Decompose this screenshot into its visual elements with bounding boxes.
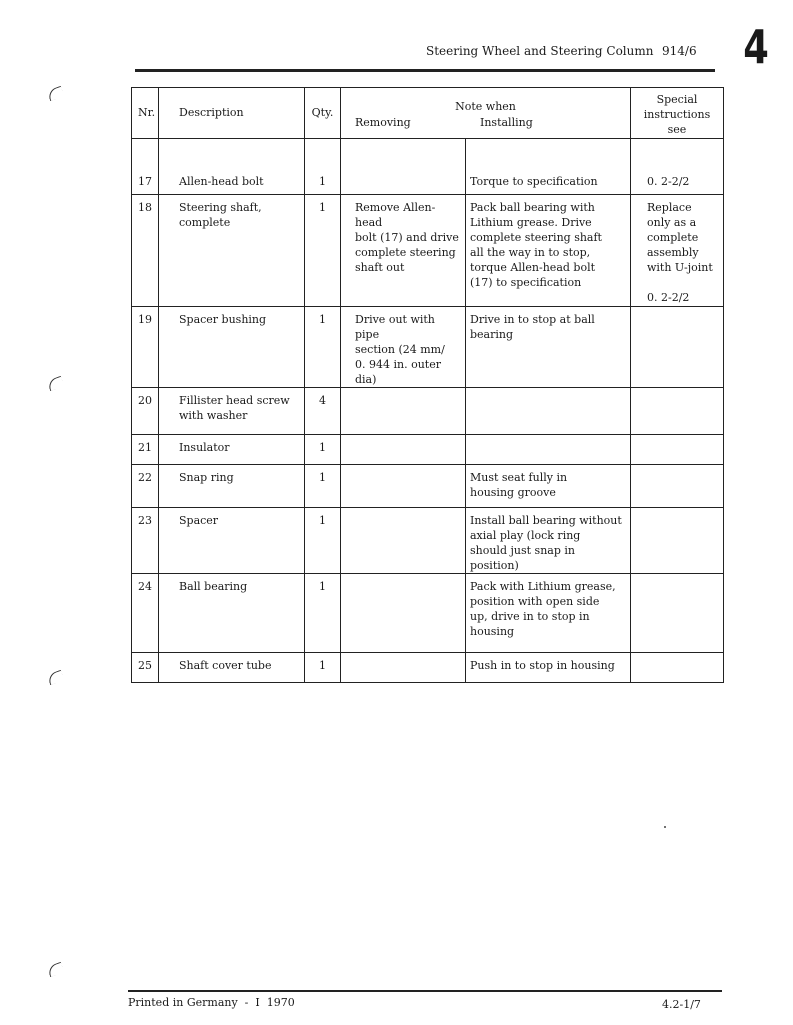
cell-qty [305, 195, 341, 307]
cell-removing [341, 574, 466, 653]
cell-installing-text: Push in to stop in housing [470, 659, 615, 672]
cell-installing [466, 169, 631, 195]
cell-installing-text [466, 435, 630, 440]
cell-installing [466, 508, 631, 574]
cell-installing [466, 435, 631, 465]
cell-removing-text: Drive out with pipe section (24 mm/ 0. 944 in. outer dia) [355, 313, 445, 386]
cell-removing-text [341, 508, 465, 513]
cell-removing [341, 307, 466, 388]
cell-special-text [631, 465, 723, 470]
cell-special [631, 388, 724, 435]
cell-nr-text: 25 [138, 659, 152, 672]
cell-installing-text [466, 388, 630, 393]
cell-qty-text: 1 [319, 201, 326, 214]
cell-qty-text: 4 [319, 394, 326, 407]
cell-nr-text: 23 [138, 514, 152, 527]
cell-special-text [631, 508, 723, 513]
header-gap-row [132, 139, 724, 169]
cell-installing [466, 307, 631, 388]
cell-description-text: Spacer bushing [179, 313, 267, 326]
table-row-21 [132, 435, 724, 465]
cell-qty [305, 508, 341, 574]
cell-removing-text [341, 465, 465, 470]
parts-table [131, 87, 724, 683]
cell-removing-text [341, 435, 465, 440]
cell-nr [132, 653, 159, 683]
margin-mark [47, 86, 65, 101]
cell-nr-text: 17 [138, 174, 152, 188]
cell-description-text: Allen-head bolt [179, 174, 264, 188]
cell-nr [132, 435, 159, 465]
cell-special-text [631, 653, 723, 658]
table-row-22 [132, 465, 724, 508]
header-special: Special instructions see [631, 88, 724, 139]
cell-description-text: Spacer [179, 514, 219, 527]
cell-special [631, 435, 724, 465]
cell-nr-text: 19 [138, 313, 152, 326]
cell-qty [305, 465, 341, 508]
cell-description-text: Insulator [179, 441, 230, 454]
page-header-title: Steering Wheel and Steering Column [426, 44, 654, 58]
cell-qty [305, 574, 341, 653]
cell-installing-text: Torque to specification [470, 174, 598, 188]
cell-description-text: Steering shaft, complete [179, 201, 262, 229]
cell-nr-text: 22 [138, 471, 152, 484]
footer-printed: Printed in Germany - I 1970 [128, 996, 295, 1009]
cell-qty [305, 388, 341, 435]
cell-qty [305, 169, 341, 195]
cell-removing-text [341, 574, 465, 579]
cell-installing-text: Pack ball bearing with Lithium grease. Drive complete steering shaft all the way in to stop, torque Allen-head bolt (17) to specification [470, 201, 602, 289]
header-note-when [341, 88, 631, 139]
cell-installing [466, 465, 631, 508]
table-row-20 [132, 388, 724, 435]
stray-dot [664, 826, 666, 828]
cell-description [159, 574, 305, 653]
cell-special [631, 574, 724, 653]
cell-qty [305, 435, 341, 465]
table-row-17 [132, 169, 724, 195]
cell-nr [132, 388, 159, 435]
cell-removing-text [341, 169, 465, 174]
header-installing: Installing [480, 116, 533, 129]
cell-qty-text: 1 [319, 313, 326, 326]
cell-qty-text: 1 [319, 441, 326, 454]
cell-removing [341, 435, 466, 465]
margin-mark [47, 376, 65, 391]
cell-qty-text: 1 [319, 659, 326, 672]
table-row-25 [132, 653, 724, 683]
cell-qty-text: 1 [319, 471, 326, 484]
cell-nr [132, 195, 159, 307]
cell-nr [132, 574, 159, 653]
cell-special [631, 307, 724, 388]
cell-nr [132, 307, 159, 388]
table-row-18 [132, 195, 724, 307]
cell-special-text [631, 435, 723, 440]
header-removing: Removing [355, 116, 411, 129]
header-qty: Qty. [305, 88, 341, 139]
cell-special [631, 465, 724, 508]
cell-nr [132, 465, 159, 508]
cell-installing-text: Pack with Lithium grease, position with open side up, drive in to stop in housing [470, 580, 616, 638]
section-number: 4 [743, 20, 769, 74]
cell-nr [132, 169, 159, 195]
cell-installing [466, 653, 631, 683]
cell-nr-text: 20 [138, 394, 152, 407]
cell-special-text [631, 307, 723, 312]
cell-nr [132, 508, 159, 574]
header-rule [135, 69, 715, 72]
footer-rule [128, 990, 722, 992]
header-description: Description [159, 88, 305, 139]
cell-special-text: 0. 2-2/2 [647, 174, 690, 188]
cell-description [159, 653, 305, 683]
cell-removing [341, 195, 466, 307]
cell-special [631, 169, 724, 195]
cell-description [159, 307, 305, 388]
table-row-24 [132, 574, 724, 653]
cell-qty-text: 1 [319, 580, 326, 593]
table-header-row [132, 88, 724, 139]
margin-mark [47, 670, 65, 685]
cell-description [159, 169, 305, 195]
cell-removing [341, 465, 466, 508]
cell-description-text: Fillister head screw with washer [179, 394, 290, 422]
cell-removing [341, 169, 466, 195]
cell-nr-text: 24 [138, 580, 152, 593]
cell-special [631, 508, 724, 574]
cell-removing-text [341, 653, 465, 658]
cell-nr-text: 18 [138, 201, 152, 214]
cell-qty-text: 1 [319, 514, 326, 527]
cell-qty-text: 1 [319, 174, 326, 188]
cell-description [159, 435, 305, 465]
cell-installing-text: Drive in to stop at ball bearing [470, 313, 595, 341]
cell-description [159, 388, 305, 435]
cell-special-text [631, 388, 723, 393]
cell-description [159, 508, 305, 574]
cell-nr-text: 21 [138, 441, 152, 454]
cell-special-text [631, 574, 723, 579]
margin-mark [47, 962, 65, 977]
cell-special-text: Replace only as a complete assembly with U-joint 0. 2-2/2 [647, 201, 713, 304]
cell-qty [305, 307, 341, 388]
footer-page-ref: 4.2-1/7 [662, 998, 701, 1011]
cell-installing-text: Install ball bearing without axial play (lock ring should just snap in position) [470, 514, 622, 572]
table-row-23 [132, 508, 724, 574]
cell-description-text: Snap ring [179, 471, 234, 484]
cell-special [631, 195, 724, 307]
cell-special [631, 653, 724, 683]
cell-description-text: Ball bearing [179, 580, 248, 593]
cell-removing-text [341, 388, 465, 393]
header-note-when-label: Note when [455, 100, 516, 113]
table-row-19 [132, 307, 724, 388]
cell-installing [466, 574, 631, 653]
cell-qty [305, 653, 341, 683]
page-header-code: 914/6 [662, 44, 697, 58]
cell-installing [466, 388, 631, 435]
cell-description-text: Shaft cover tube [179, 659, 272, 672]
cell-removing [341, 653, 466, 683]
cell-description [159, 465, 305, 508]
cell-removing [341, 388, 466, 435]
cell-description [159, 195, 305, 307]
cell-removing [341, 508, 466, 574]
cell-installing-text: Must seat fully in housing groove [470, 471, 568, 499]
header-nr: Nr. [132, 88, 159, 139]
cell-installing [466, 195, 631, 307]
cell-removing-text: Remove Allen-head bolt (17) and drive complete steering shaft out [355, 201, 459, 274]
